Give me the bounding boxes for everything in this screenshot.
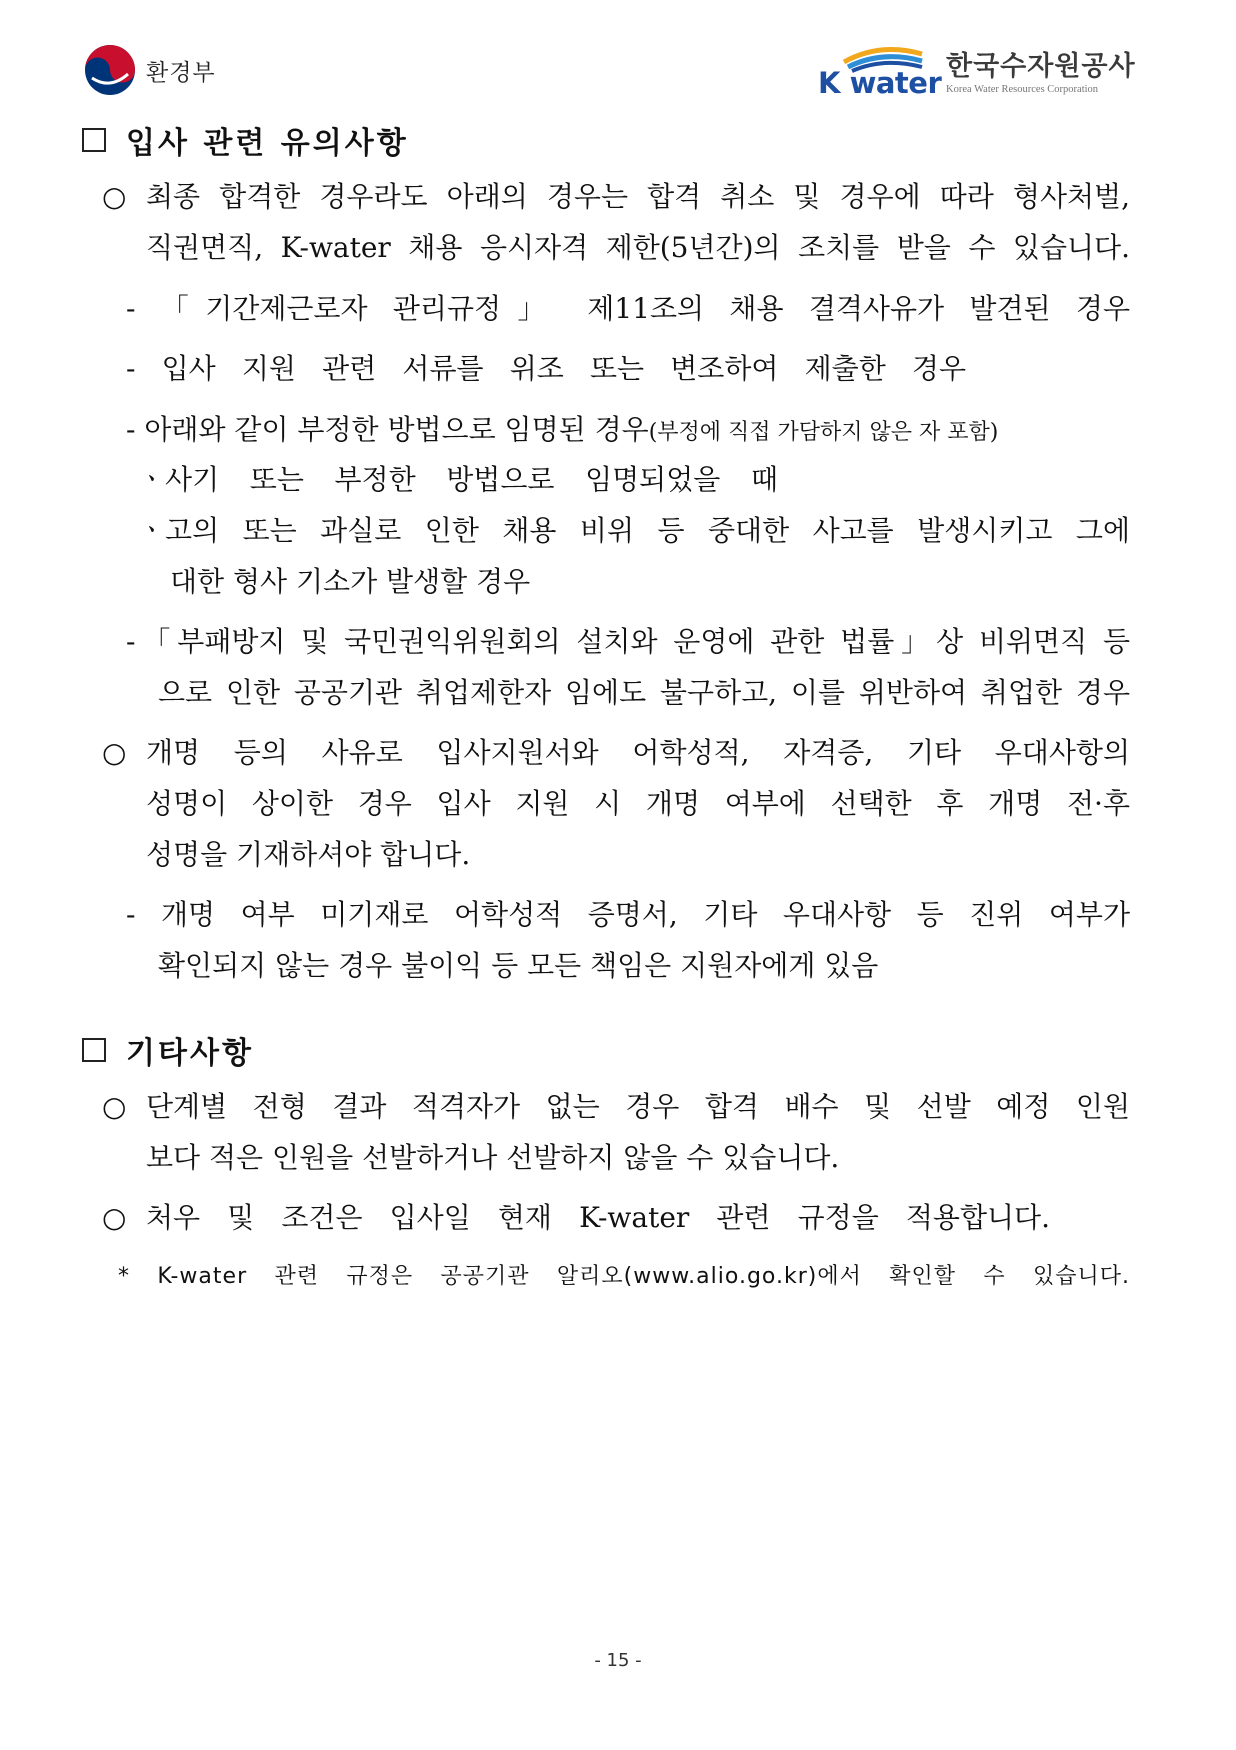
page-number: - 15 -: [594, 1650, 642, 1671]
paragraph-line: 보다 적은 인원을 선발하거나 선발하지 않을 수 있습니다.: [146, 1141, 840, 1174]
footnote: * K-water 관련 규정은 공공기관 알리오(www.alio.go.kr)에서 확인할 수 있습니다.: [118, 1264, 1130, 1289]
sub-item: - 입사 지원 관련 서류를 위조 또는 변조하여 제출한 경우: [126, 352, 966, 385]
section-heading-hiring-notes: 입사 관련 유의사항: [82, 118, 409, 162]
kwater-brand: K water: [818, 66, 942, 100]
taegeuk-emblem-icon: [84, 44, 136, 96]
sub-item: - 아래와 같이 부정한 방법으로 임명된 경우(부정에 직접 가담하지 않은 자 포함): [126, 413, 999, 446]
paragraph-line: 성명이 상이한 경우 입사 지원 시 개명 여부에 선택한 후 개명 전·후: [146, 787, 1130, 820]
kwater-korean-name: 한국수자원공사: [946, 51, 1136, 82]
ministry-of-environment-logo: [84, 44, 216, 96]
paragraph-line: 단계별 전형 결과 적격자가 없는 경우 합격 배수 및 선발 예정 인원: [146, 1090, 1130, 1123]
paragraph-line: 최종 합격한 경우라도 아래의 경우는 합격 취소 및 경우에 따라 형사처벌,: [146, 180, 1130, 213]
page-header: [0, 0, 1236, 110]
kwater-logo: [818, 40, 1198, 100]
bullet-marker: ○: [102, 1090, 127, 1123]
sub-item: - 「기간제근로자 관리규정」 제11조의 채용 결격사유가 발견된 경우: [126, 292, 1130, 325]
sub-item-continuation: 확인되지 않는 경우 불이익 등 모든 책임은 지원자에게 있음: [158, 949, 879, 982]
checkbox-square-icon: [82, 1038, 106, 1062]
checkbox-square-icon: [82, 128, 106, 152]
sub-item-continuation: 으로 인한 공공기관 취업제한자 임에도 불구하고, 이를 위반하여 취업한 경우: [158, 676, 1130, 709]
bullet-marker: ○: [102, 1201, 127, 1234]
kwater-english-name: Korea Water Resources Corporation: [946, 84, 1099, 95]
sub-item: - 개명 여부 미기재로 어학성적 증명서, 기타 우대사항 등 진위 여부가: [126, 898, 1130, 931]
dot-item-continuation: 대한 형사 기소가 발생할 경우: [170, 565, 531, 598]
paragraph-line: 직권면직, K-water 채용 응시자격 제한(5년간)의 조치를 받을 수 있습니다.: [146, 231, 1130, 264]
dot-item: ㆍ고의 또는 과실로 인한 채용 비위 등 중대한 사고를 발생시키고 그에: [138, 514, 1130, 547]
paragraph-line: 개명 등의 사유로 입사지원서와 어학성적, 자격증, 기타 우대사항의: [146, 736, 1130, 769]
sub-item-note: (부정에 직접 가담하지 않은 자 포함): [648, 420, 999, 445]
sub-item: -「부패방지 및 국민권익위원회의 설치와 운영에 관한 법률」상 비위면직 등: [126, 625, 1130, 658]
section-heading-other: 기타사항: [82, 1028, 254, 1072]
paragraph-line: 성명을 기재하셔야 합니다.: [146, 838, 471, 871]
bullet-marker: ○: [102, 180, 127, 213]
bullet-marker: ○: [102, 736, 127, 769]
dot-item: ㆍ사기 또는 부정한 방법으로 임명되었을 때: [138, 463, 778, 496]
paragraph-line: 처우 및 조건은 입사일 현재 K-water 관련 규정을 적용합니다.: [146, 1201, 1050, 1234]
ministry-name: 환경부: [146, 59, 216, 86]
